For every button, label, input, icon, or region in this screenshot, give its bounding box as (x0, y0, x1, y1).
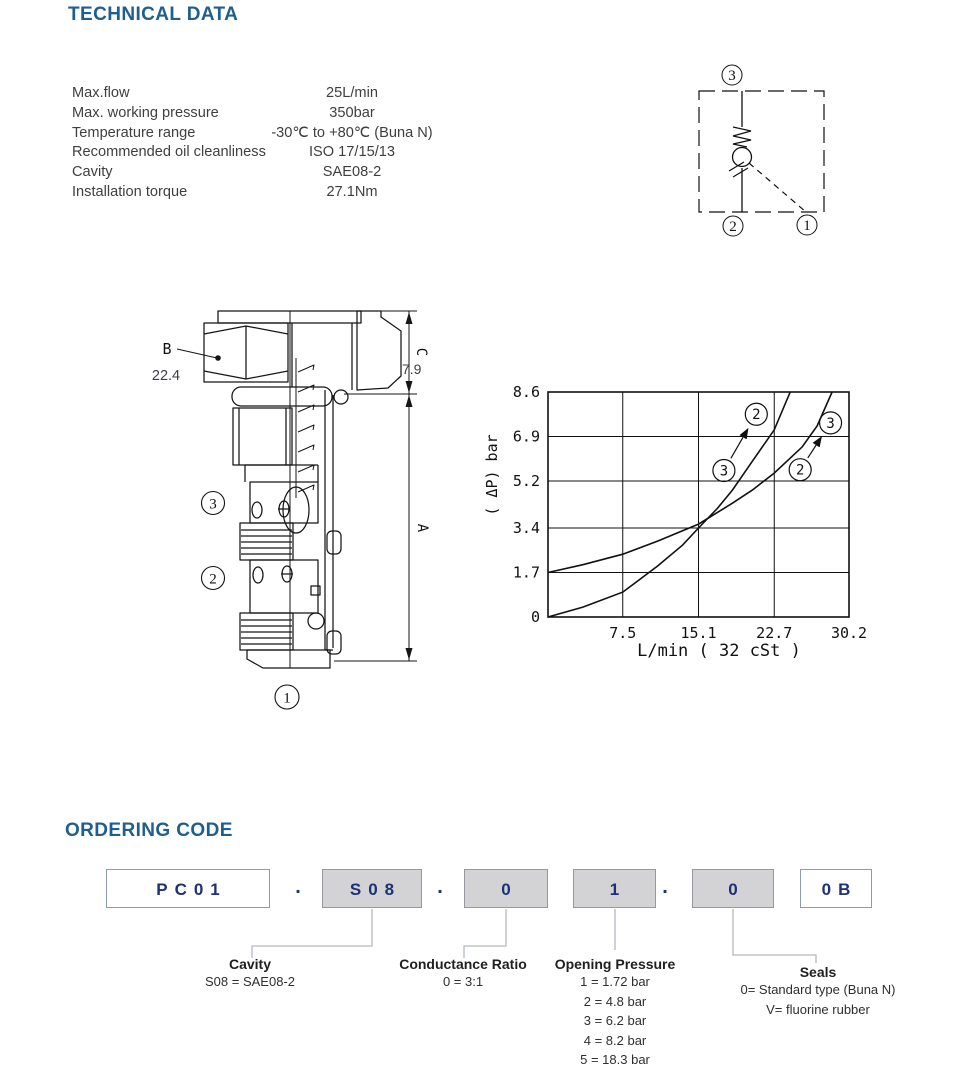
code-box-cavity: S08 (322, 869, 422, 908)
spec-row (72, 104, 632, 124)
note-line: 3 = 6.2 bar (583, 1013, 647, 1029)
technical-data-title: TECHNICAL DATA (68, 4, 239, 25)
spec-row (72, 84, 632, 104)
note-seals-title: Seals (799, 964, 837, 980)
curve-3-to-2 (548, 392, 790, 617)
spec-label: Max. working pressure (72, 104, 219, 121)
code-box-model: PC01 (106, 869, 270, 908)
y-tick-label: 6.9 (512, 427, 540, 446)
symbol-port2-label: 2 (729, 219, 737, 235)
b-leader-dot (215, 355, 221, 361)
spec-value: -30℃ to +80℃ (Buna N) (271, 124, 433, 141)
spec-row (72, 143, 632, 163)
note-cavity (150, 956, 350, 992)
note-line: 0 = 3:1 (442, 974, 484, 989)
spec-label: Max.flow (72, 85, 130, 101)
note-cavity-title: Cavity (228, 956, 272, 972)
note-line: S08 = SAE08-2 (205, 974, 295, 989)
spec-value: ISO 17/15/13 (308, 144, 395, 161)
note-pressure-title: Opening Pressure (554, 956, 676, 972)
note-line: 5 = 18.3 bar (580, 1052, 650, 1068)
x-tick-label: 15.1 (680, 624, 717, 642)
x-tick-label: 22.7 (756, 624, 793, 642)
spec-value: SAE08-2 (322, 164, 382, 181)
code-box-seals: 0 (692, 869, 774, 908)
note-seals (683, 964, 953, 1019)
note-cavity-lines (150, 972, 350, 992)
x-axis-label: L/min ( 32 cSt ) (637, 641, 801, 661)
y-axis-label: ( ΔP) bar (483, 434, 501, 516)
symbol-enclosure (699, 91, 824, 212)
code-box-suffix: 0B (800, 869, 872, 908)
annotation-arrow (808, 437, 822, 458)
spring-icon (733, 127, 751, 147)
spec-table (72, 84, 632, 203)
spec-value: 350bar (329, 104, 375, 121)
spec-label: Cavity (72, 164, 113, 181)
symbol-port3-label: 3 (728, 68, 736, 84)
annotation-digit: 3 (826, 415, 835, 432)
symbol-port1-label: 1 (803, 218, 811, 234)
valve-seat-icon (729, 162, 748, 177)
ordering-code-title: ORDERING CODE (65, 820, 233, 841)
note-line: 2 = 4.8 bar (583, 993, 647, 1009)
b-leader-line (177, 349, 217, 358)
hydraulic-symbol (688, 56, 838, 241)
label-a: A (414, 523, 430, 533)
note-seals-lines (683, 980, 953, 1019)
annotation-digit: 2 (795, 462, 805, 479)
note-line: 1 = 1.72 bar (580, 974, 650, 989)
pressure-drop-chart (470, 360, 890, 672)
x-tick-label: 7.5 (609, 624, 637, 642)
code-separator: . (662, 876, 668, 898)
dim-b-value: 22.4 (151, 368, 181, 384)
valve-drawing (140, 295, 440, 715)
dim-c-value: 7.9 (402, 361, 422, 377)
label-c: C (413, 347, 429, 357)
code-separator: . (437, 876, 443, 898)
y-tick-label: 5.2 (512, 471, 540, 490)
spec-row (72, 124, 632, 144)
label-b: B (162, 340, 172, 358)
y-tick-label: 8.6 (512, 383, 540, 401)
spec-label: Temperature range (72, 124, 196, 141)
x-tick-label: 30.2 (830, 624, 868, 642)
note-line: 0= Standard type (Buna N) (740, 982, 896, 997)
annotation-digit: 3 (719, 463, 729, 480)
y-tick-label: 1.7 (512, 563, 540, 582)
note-ratio-title: Conductance Ratio (399, 956, 527, 972)
drawing-port3-label: 3 (209, 496, 217, 513)
spec-row (72, 163, 632, 183)
spec-value: 25L/min (326, 85, 378, 101)
y-tick-label: 3.4 (512, 519, 540, 538)
curve-2-to-3 (548, 392, 835, 573)
spec-label: Installation torque (72, 183, 188, 200)
annotation-digit: 2 (752, 407, 761, 424)
spec-row (72, 183, 632, 203)
note-line: 4 = 8.2 bar (583, 1032, 647, 1048)
drawing-port1-label: 1 (283, 690, 291, 707)
pilot-line-dashed (749, 163, 806, 212)
code-separator: . (295, 876, 301, 898)
spec-label: Recommended oil cleanliness (72, 144, 266, 161)
valve-outline (204, 311, 401, 668)
annotation-arrow (731, 429, 748, 458)
y-tick-label: 0 (530, 608, 540, 626)
spec-value: 27.1Nm (326, 183, 378, 200)
code-box-ratio: 0 (464, 869, 548, 908)
drawing-port2-label: 2 (209, 571, 217, 588)
code-box-pressure: 1 (573, 869, 656, 908)
note-line: V= fluorine rubber (766, 1001, 870, 1017)
